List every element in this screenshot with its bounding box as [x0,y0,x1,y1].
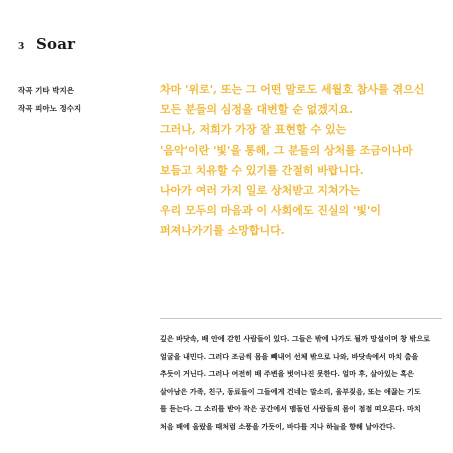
description-line: 처음 배에 올랐을 때처럼 소풍을 가듯이, 바다를 지나 하늘을 향해 날아간다. [160,421,396,431]
lyric-line: 퍼져나가기를 소망합니다. [160,224,285,238]
lyric-line: 차마 '위로', 또는 그 어떤 말로도 세월호 참사를 겪으신 [160,83,425,96]
lyric-line: '음악'이란 '빛'을 통해, 그 분들의 상처를 조금이나마 [160,143,413,157]
track-number: 3 [18,42,25,52]
description-line: 깊은 바닷속, 배 안에 갇힌 사람들이 있다. 그들은 밖에 나가도 될까 망설이며 창 밖으로 [160,334,431,343]
lyric-line: 나아가 여러 가지 일로 상처받고 지쳐가는 [160,184,360,198]
track-header [18,35,75,53]
section-divider [160,318,442,319]
description-block [160,330,445,436]
track-title: Soar [36,35,76,53]
description-line: 얼굴을 내민다. 그러다 조금씩 몸을 빼내어 선체 밖으로 나와, 바닷속에서 마치 춤을 [160,351,419,361]
description-line: 살아남은 가족, 친구, 동료들이 그들에게 건네는 말소리, 울부짖음, 또는 애끓는 기도 [160,386,421,396]
credits [18,82,81,118]
lyrics-block [160,80,445,242]
lyric-line: 그러나, 저희가 가장 잘 표현할 수 있는 [160,123,347,137]
credit-piano: 작곡 피아노 정수지 [18,104,82,113]
description-line: 를 듣는다. 그 소리를 받아 작은 공간에서 맴돌던 사람들의 몸이 점점 떠오른다. 마치 [160,404,421,414]
description-line: 추듯이 거닌다. 그러나 여전히 배 주변을 벗어나진 못한다. 얼마 후, 살아있는 혹은 [160,369,414,379]
lyric-line: 모든 분들의 심정을 대변할 순 없겠지요. [160,103,353,117]
credit-guitar: 작곡 기타 박지은 [18,86,74,95]
lyric-line: 우리 모두의 마음과 이 사회에도 진실의 '빛'이 [160,204,381,218]
lyric-line: 보듬고 치유할 수 있기를 간절히 바랍니다. [160,163,364,177]
